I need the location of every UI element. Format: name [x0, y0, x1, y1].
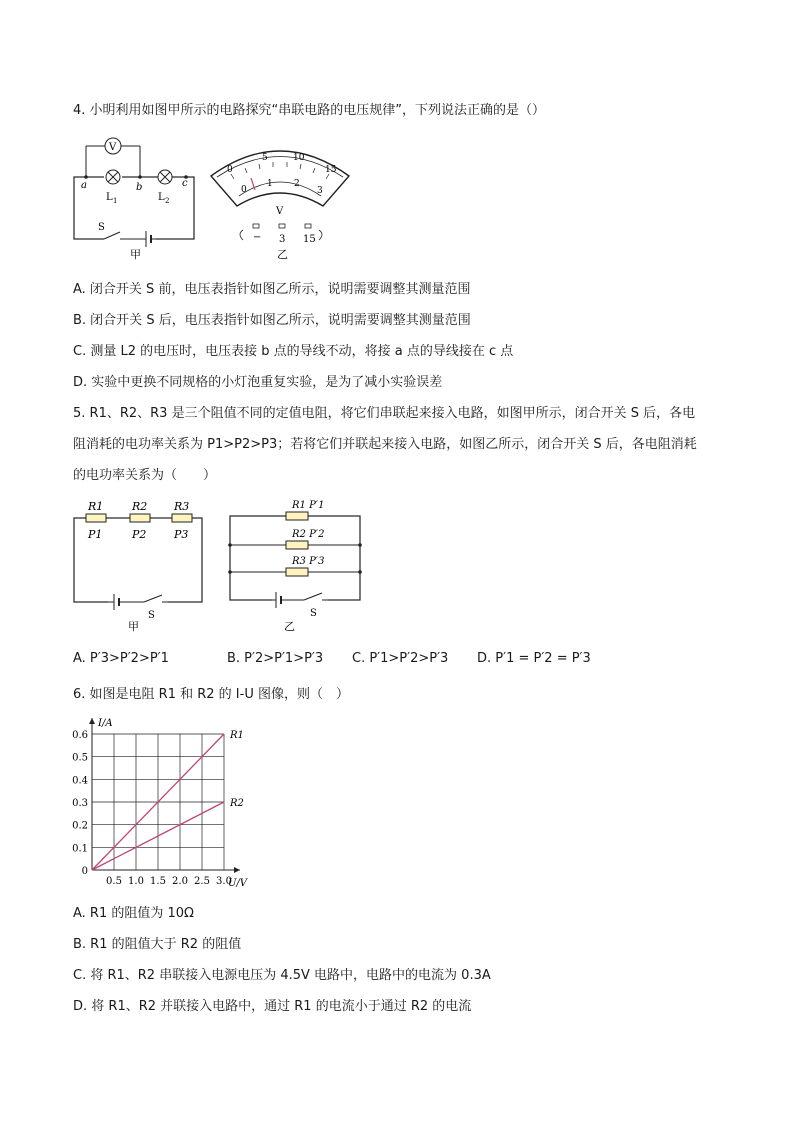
x-tick-label: 2.5 — [194, 876, 210, 887]
y-tick-label: 0.4 — [72, 775, 88, 787]
q6-option-a: A. R1 的阻值为 10Ω — [73, 906, 194, 921]
svg-text:15: 15 — [303, 234, 316, 245]
y-tick-label: 0.3 — [72, 798, 88, 809]
svg-text:甲: 甲 — [128, 620, 139, 633]
x-tick-label: 3.0 — [216, 876, 232, 887]
q6-iu-graph — [66, 712, 276, 894]
x-axis-label: U/V — [228, 878, 248, 889]
q4-option-d: D. 实验中更换不同规格的小灯泡重复实验，是为了减小实验误差 — [73, 375, 443, 390]
q5-stem-line-2: 阻消耗的电功率关系为 P1>P2>P3；若将它们并联起来接入电路，如图乙所示，闭合开关 S 后，各电阻消耗 — [73, 437, 697, 452]
q6-option-c: C. 将 R1、R2 串联接入电源电压为 4.5V 电路中，电路中的电流为 0.3A — [73, 968, 491, 983]
svg-text:R1: R1 — [88, 500, 104, 513]
svg-text:10: 10 — [293, 153, 305, 163]
svg-text:R3 P′3: R3 P′3 — [292, 556, 325, 567]
svg-text:1: 1 — [267, 179, 273, 189]
svg-text:乙: 乙 — [284, 620, 295, 633]
y-tick-label: 0.1 — [72, 843, 88, 855]
q4-stem: 4. 小明利用如图甲所示的电路探究“串联电路的电压规律”，下列说法正确的是（） — [73, 103, 546, 118]
q4-option-c: C. 测量 L2 的电压时，电压表接 b 点的导线不动，将接 a 点的导线接在 c 点 — [73, 344, 514, 359]
svg-text:P3: P3 — [174, 528, 189, 541]
svg-text:V: V — [276, 206, 284, 217]
svg-text:R3: R3 — [174, 500, 190, 513]
q5-stem-line-3: 的电功率关系为（ ） — [73, 468, 217, 483]
svg-text:0: 0 — [241, 185, 247, 195]
q6-option-b: B. R1 的阻值大于 R2 的阻值 — [73, 937, 242, 952]
x-tick-label: 0.5 — [106, 876, 122, 887]
y-axis-label: I/A — [98, 718, 113, 729]
svg-text:L: L — [158, 192, 165, 203]
q4-option-a: A. 闭合开关 S 前，电压表指针如图乙所示，说明需要调整其测量范围 — [73, 282, 471, 297]
svg-text:2: 2 — [294, 179, 300, 189]
svg-text:甲: 甲 — [130, 248, 141, 261]
y-tick-label: 0.2 — [72, 820, 88, 832]
svg-text:2: 2 — [165, 197, 170, 205]
series-label-r2: R2 — [230, 798, 244, 809]
svg-text:R2 P′2: R2 P′2 — [292, 529, 325, 540]
svg-text:L: L — [106, 192, 113, 203]
x-tick-label: 2.0 — [172, 876, 188, 887]
svg-text:P2: P2 — [132, 528, 147, 541]
y-tick-label: 0 — [81, 866, 88, 877]
resistor-r3-icon — [172, 514, 192, 522]
resistor-r1-icon — [86, 514, 106, 522]
series-label-r1: R1 — [230, 730, 244, 741]
svg-text:5: 5 — [262, 153, 268, 163]
q5-option-a: A. P′3>P′2>P′1 — [73, 651, 169, 666]
svg-text:R2: R2 — [132, 500, 148, 513]
q4-circuit-figure-jia — [68, 132, 208, 262]
svg-text:−: − — [253, 232, 262, 243]
svg-text:b: b — [136, 182, 143, 193]
svg-text:R1 P′1: R1 P′1 — [292, 500, 325, 511]
x-axis-arrow-icon — [234, 867, 240, 873]
q5-parallel-circuit-yi — [224, 490, 366, 635]
x-tick-label: 1.0 — [128, 876, 144, 887]
svg-text:S: S — [310, 608, 317, 619]
q5-option-b: B. P′2>P′1>P′3 — [227, 651, 324, 666]
svg-text:S: S — [98, 222, 105, 233]
q4-option-b: B. 闭合开关 S 后，电压表指针如图乙所示，说明需要调整其测量范围 — [73, 313, 471, 328]
svg-text:乙: 乙 — [277, 248, 288, 261]
q6-stem: 6. 如图是电阻 R1 和 R2 的 I-U 图像，则（ ） — [73, 687, 349, 702]
svg-text:0: 0 — [227, 165, 233, 175]
y-tick-label: 0.5 — [72, 752, 88, 764]
x-tick-label: 1.5 — [150, 876, 166, 887]
q6-option-d: D. 将 R1、R2 并联接入电路中，通过 R1 的电流小于通过 R2 的电流 — [73, 999, 472, 1014]
q4-voltmeter-dial-yi — [205, 138, 355, 264]
q5-option-c: C. P′1>P′2>P′3 — [352, 651, 449, 666]
y-tick-label: 0.6 — [72, 730, 88, 741]
svg-text:S: S — [148, 610, 155, 621]
y-axis-arrow-icon — [89, 718, 95, 724]
q4-meter-label: V — [109, 142, 117, 153]
resistor-r2-icon — [130, 514, 150, 522]
svg-text:15: 15 — [325, 165, 337, 175]
svg-text:3: 3 — [317, 186, 323, 196]
svg-text:a: a — [81, 180, 87, 191]
q5-series-circuit-jia — [68, 494, 208, 634]
q5-option-d: D. P′1 = P′2 = P′3 — [477, 651, 591, 666]
svg-text:3: 3 — [279, 234, 286, 245]
svg-text:1: 1 — [113, 197, 118, 205]
q5-stem-line-1: 5. R1、R2、R3 是三个阻值不同的定值电阻，将它们串联起来接入电路，如图甲所示，闭合开关 S 后，各电 — [73, 406, 696, 421]
svg-text:c: c — [182, 178, 188, 189]
svg-text:P1: P1 — [88, 528, 103, 541]
